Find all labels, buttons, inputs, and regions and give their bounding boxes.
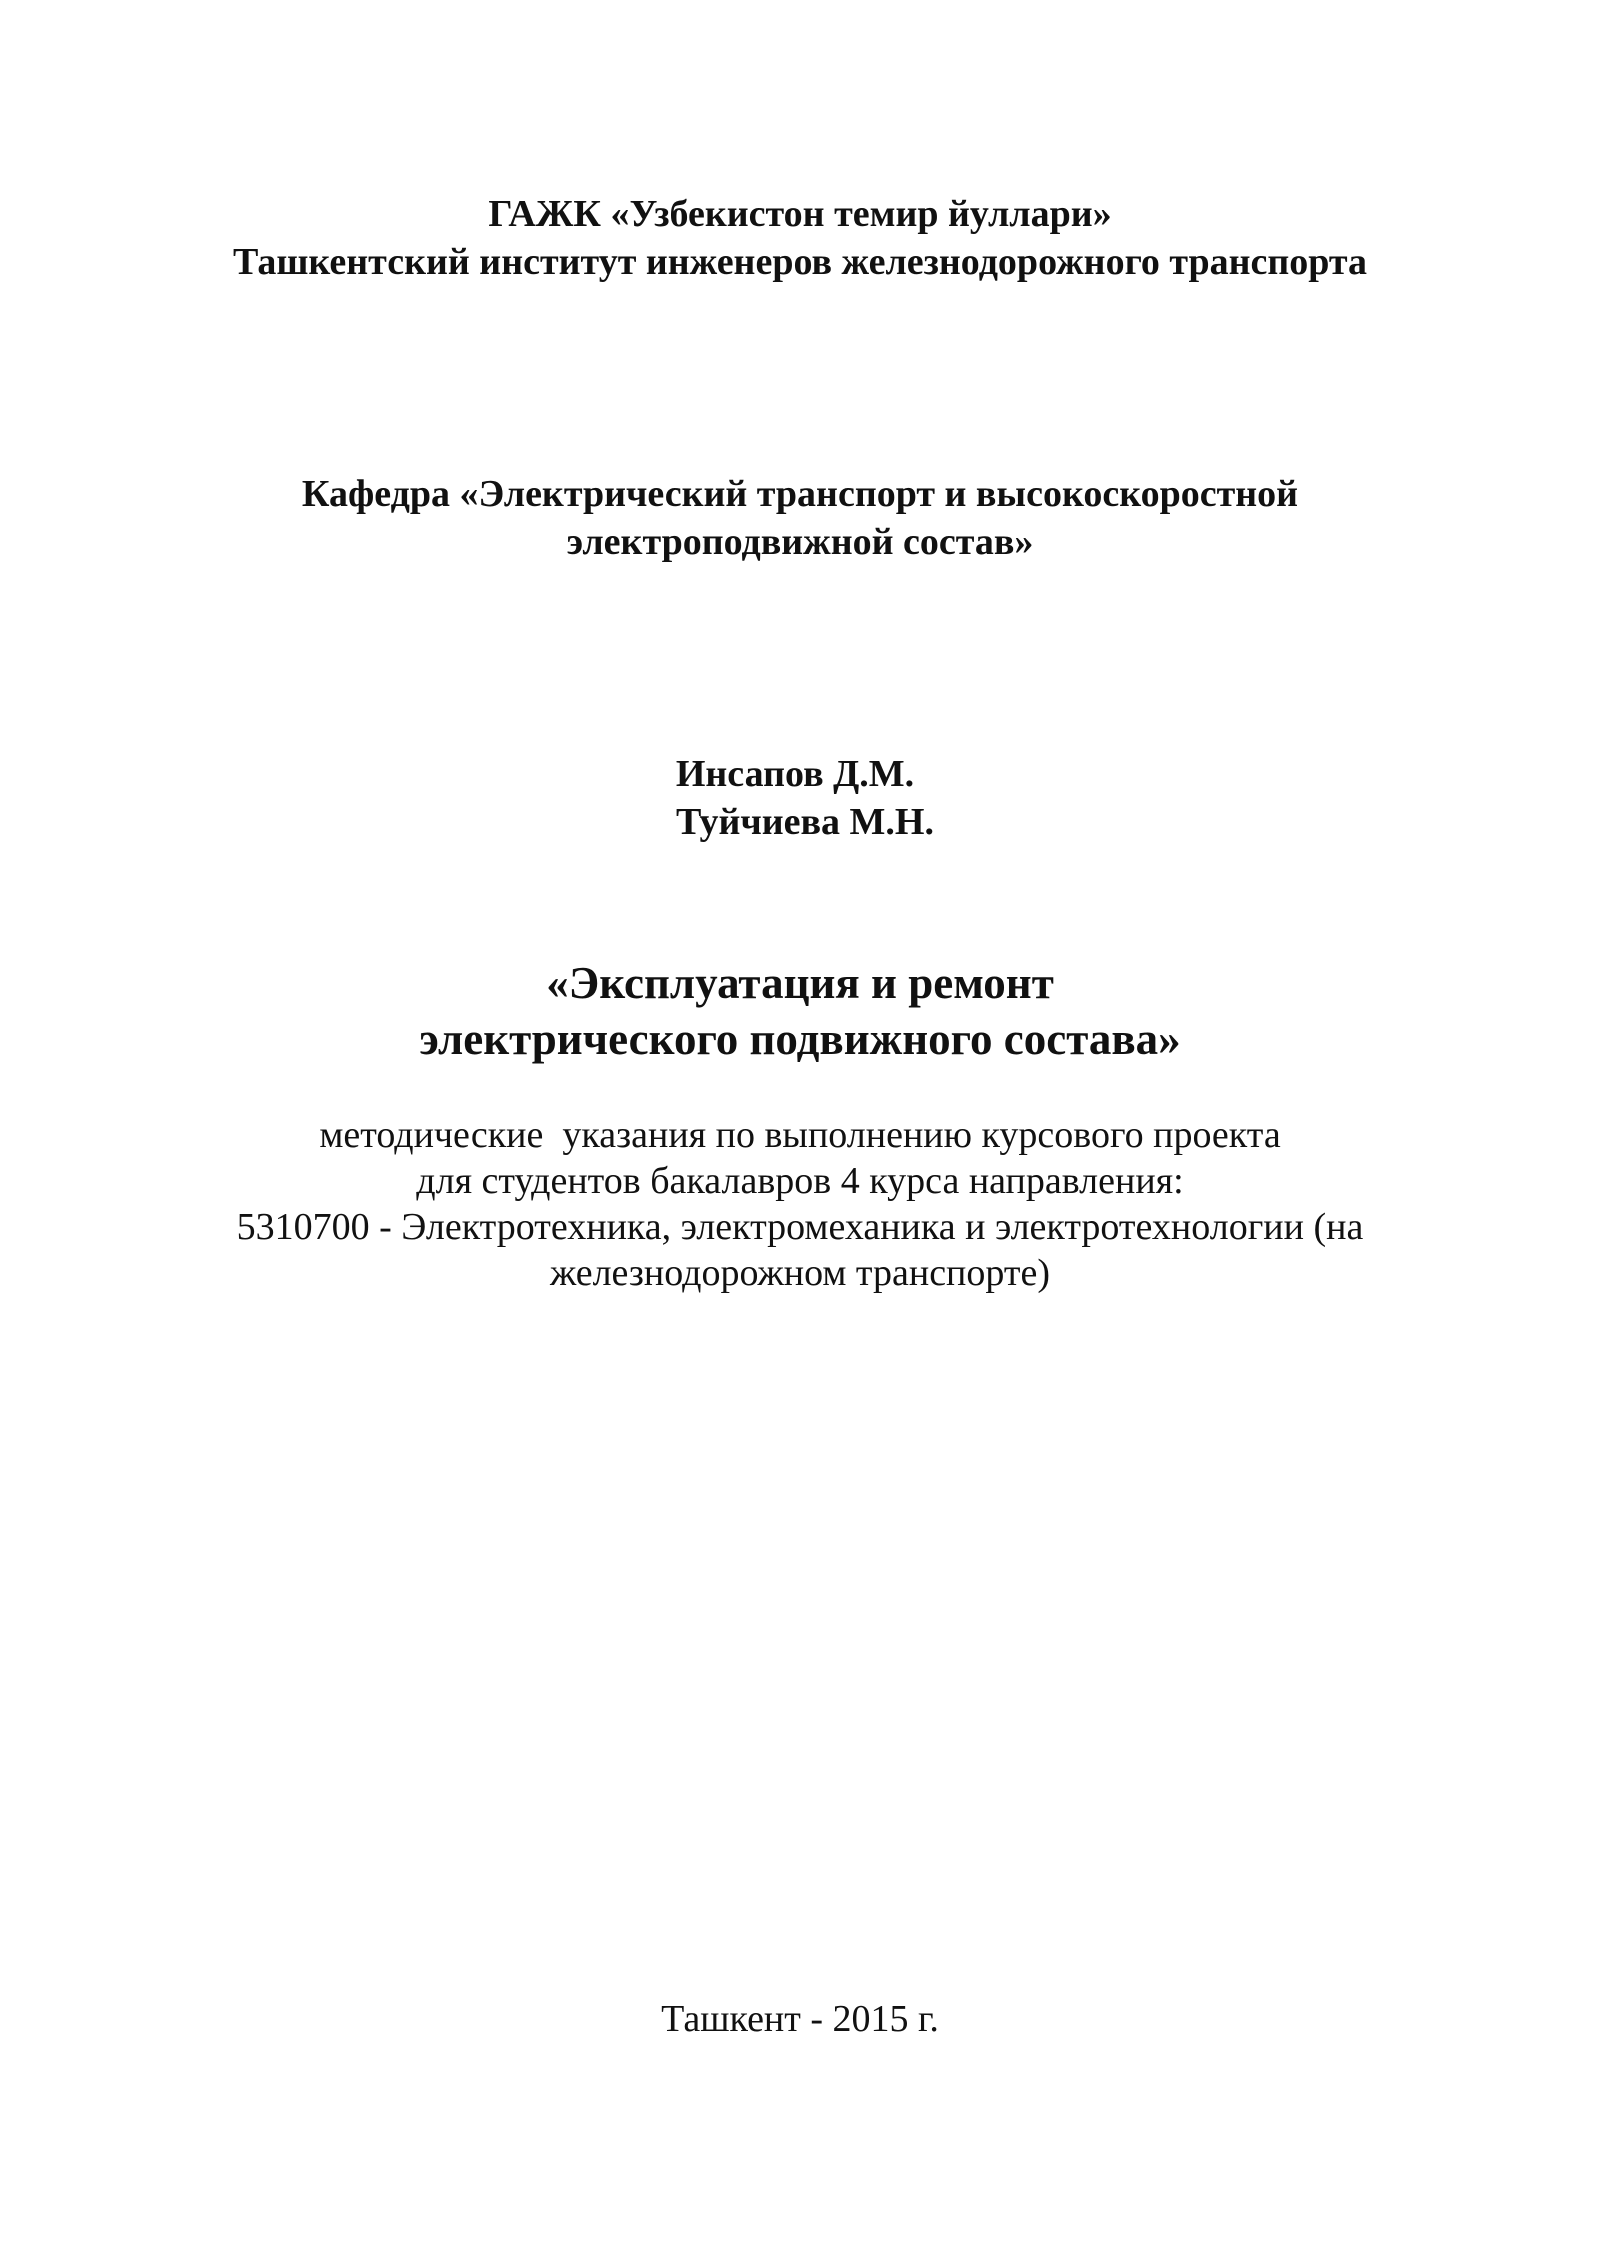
department-block — [0, 470, 1600, 566]
description-line-3: 5310700 - Электротехника, электромеханика и электротехнологии (на — [236, 1206, 1364, 1248]
department-line-2: электроподвижной состав» — [566, 521, 1034, 563]
description-line-1: методические указания по выполнению курсового проекта — [319, 1114, 1281, 1156]
title-line-1: «Эксплуатация и ремонт — [546, 958, 1054, 1008]
document-description — [0, 1112, 1600, 1296]
author-2: Туйчиева М.Н. — [676, 801, 934, 843]
organization-header — [0, 190, 1600, 286]
author-1: Инсапов Д.М. — [675, 753, 915, 795]
institute-name: Ташкентский институт инженеров железнодорожного транспорта — [232, 241, 1368, 283]
footer — [0, 1995, 1600, 2043]
document-title — [0, 955, 1600, 1067]
department-line-1: Кафедра «Электрический транспорт и высокоскоростной — [301, 473, 1299, 515]
title-line-2: электрического подвижного состава» — [419, 1014, 1181, 1064]
authors-block — [0, 750, 1600, 846]
description-line-4: железнодорожном транспорте) — [549, 1252, 1051, 1294]
place-and-year: Ташкент - 2015 г. — [661, 1998, 939, 2040]
description-line-2: для студентов бакалавров 4 курса направления: — [416, 1160, 1184, 1202]
organization-name: ГАЖК «Узбекистон темир йуллари» — [488, 193, 1112, 235]
